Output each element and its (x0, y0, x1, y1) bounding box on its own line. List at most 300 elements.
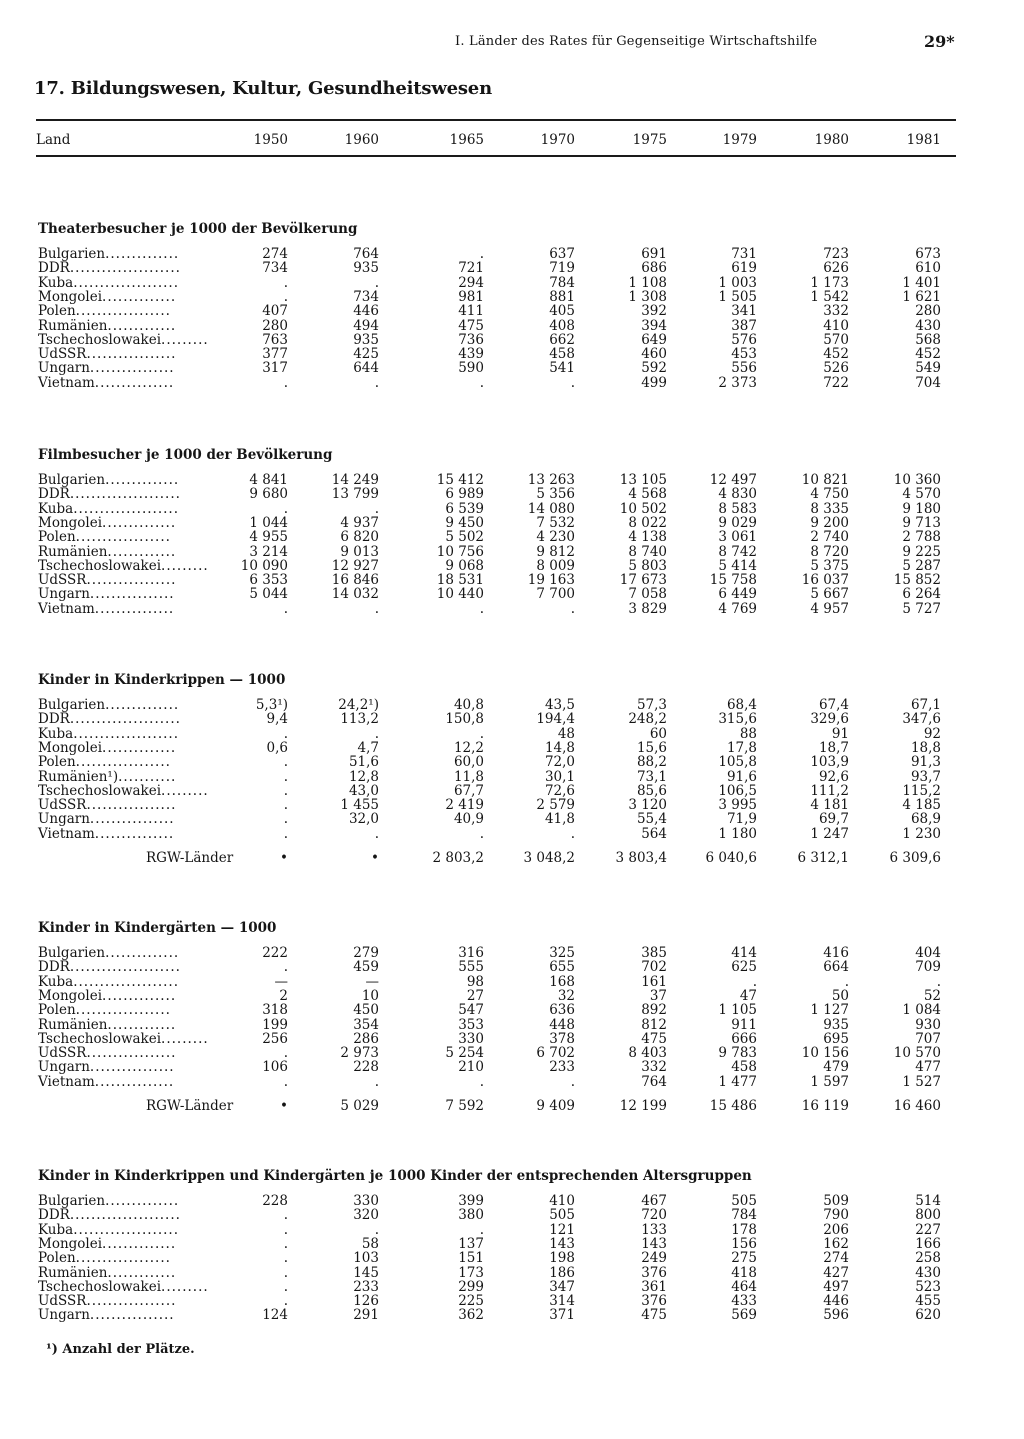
table-cell: 329,6 (810, 711, 849, 728)
table-cell: 446 (353, 303, 379, 320)
table-cell: 9 713 (902, 514, 941, 531)
table-row (36, 290, 956, 304)
leader-dots: ................. (86, 797, 177, 814)
table-cell: 619 (731, 260, 757, 277)
table-cell: 458 (549, 346, 575, 363)
table-cell: 103 (353, 1250, 379, 1267)
country-name: UdSSR (38, 346, 87, 363)
row-label (38, 502, 179, 516)
table-cell: 0,6 (266, 739, 288, 756)
table-cell: 620 (915, 1307, 941, 1324)
table-cell: 425 (353, 346, 379, 363)
table-cell: 173 (458, 1264, 484, 1281)
leader-dots: ................ (89, 1059, 175, 1076)
country-name: UdSSR (38, 572, 87, 589)
table-cell: 40,8 (453, 697, 484, 713)
column-header-year: 1975 (632, 132, 667, 148)
table-cell: 410 (549, 1193, 575, 1209)
table-cell: 15 412 (436, 472, 484, 488)
table-cell: 227 (915, 1221, 941, 1238)
table-cell: 10 821 (801, 472, 849, 488)
leader-dots: ............... (94, 600, 175, 617)
table-cell: 16 846 (331, 572, 379, 589)
table-cell: 73,1 (636, 768, 667, 785)
table-cell: . (752, 973, 757, 990)
table-cell: 464 (731, 1278, 757, 1295)
table-cell: 12 497 (709, 472, 757, 488)
table-cell: 721 (458, 260, 484, 277)
row-label (38, 361, 175, 375)
table-cell: 4 138 (628, 529, 667, 546)
table-row (36, 376, 956, 390)
table-cell: 549 (915, 360, 941, 377)
table-row (36, 545, 956, 559)
table-cell: 8 740 (628, 543, 667, 560)
table-cell: 317 (262, 360, 288, 377)
table-cell: . (479, 1073, 484, 1090)
row-label (38, 946, 179, 960)
table-cell: 2 419 (445, 797, 484, 814)
table-cell: 477 (915, 1059, 941, 1076)
table-row (36, 798, 956, 812)
row-label (38, 1018, 176, 1032)
table-row (36, 1308, 956, 1322)
country-name: Ungarn (38, 811, 90, 828)
row-label (38, 516, 176, 530)
table-cell: 636 (549, 1002, 575, 1019)
table-cell: 318 (262, 1002, 288, 1019)
country-name: Vietnam (38, 600, 95, 617)
leader-dots: ................ (89, 360, 175, 377)
table-cell: 166 (915, 1235, 941, 1252)
leader-dots: .................... (73, 725, 180, 742)
table-cell: 416 (823, 945, 849, 961)
table-cell: 6 539 (445, 500, 484, 517)
table-cell: 48 (557, 725, 575, 742)
table-cell: 720 (641, 1207, 667, 1224)
table-cell: 16 119 (801, 1098, 849, 1114)
leader-dots: ......... (161, 557, 209, 574)
table-cell: . (479, 825, 484, 842)
table-cell: 156 (731, 1235, 757, 1252)
table-cell: 330 (353, 1193, 379, 1209)
row-label (38, 1060, 175, 1074)
row-label (38, 741, 176, 755)
table-row (36, 960, 956, 974)
table-cell: . (374, 1073, 379, 1090)
table-cell: 249 (641, 1250, 667, 1267)
table-cell: 547 (458, 1002, 484, 1019)
table-cell: 452 (915, 346, 941, 363)
row-label (38, 319, 176, 333)
row-label (38, 487, 181, 501)
row-label (38, 784, 209, 798)
table-cell: 2 803,2 (432, 850, 484, 866)
leader-dots: .................... (73, 973, 180, 990)
table-cell: 325 (549, 945, 575, 961)
table-cell: 106 (262, 1059, 288, 1076)
table-cell: 410 (823, 317, 849, 334)
row-label (38, 1237, 176, 1251)
table-cell: 9 029 (718, 514, 757, 531)
table-cell: 13 799 (331, 486, 379, 503)
table-cell: 106,5 (718, 782, 757, 799)
table-cell: 71,9 (726, 811, 757, 828)
row-label (38, 1208, 181, 1222)
table-cell: 1 621 (902, 288, 941, 305)
table-cell: 570 (823, 331, 849, 348)
table-row (36, 304, 956, 318)
row-label (38, 712, 181, 726)
table-row (36, 487, 956, 501)
table-row (36, 827, 956, 841)
row-label (38, 798, 176, 812)
row-label (38, 1075, 174, 1089)
leader-dots: ........... (118, 768, 177, 785)
table-cell: 1 247 (810, 825, 849, 842)
table-cell: 27 (466, 987, 484, 1004)
table-cell: 784 (731, 1207, 757, 1224)
table-cell: 18,7 (818, 739, 849, 756)
leader-dots: ................. (86, 346, 177, 363)
table-cell: 2 (279, 987, 288, 1004)
table-cell: 279 (353, 945, 379, 961)
row-label (38, 1223, 179, 1237)
row-label (38, 1266, 176, 1280)
leader-dots: .................. (75, 1002, 171, 1019)
table-cell: 592 (641, 360, 667, 377)
table-cell: . (283, 1045, 288, 1062)
table-cell: 1 003 (718, 274, 757, 291)
table-cell: — (274, 973, 288, 990)
table-cell: 2 973 (340, 1045, 379, 1062)
table-cell: 7 592 (445, 1098, 484, 1114)
table-cell: 686 (641, 260, 667, 277)
country-name: DDR (38, 486, 70, 503)
table-cell: 499 (641, 374, 667, 391)
leader-dots: ................. (86, 1045, 177, 1062)
table-cell: 719 (549, 260, 575, 277)
leader-dots: .............. (105, 1193, 180, 1209)
table-cell: 433 (731, 1293, 757, 1310)
table-cell: 411 (458, 303, 484, 320)
table-cell: 4 185 (902, 797, 941, 814)
table-cell: 51,6 (348, 754, 379, 771)
table-cell: 4 957 (810, 600, 849, 617)
table-cell: 408 (549, 317, 575, 334)
table-cell: 194,4 (536, 711, 575, 728)
table-cell: 4 181 (810, 797, 849, 814)
row-label (38, 1194, 179, 1208)
leader-dots: .............. (102, 987, 177, 1004)
table-cell: 69,7 (818, 811, 849, 828)
table-row (36, 361, 956, 375)
table-cell: 494 (353, 317, 379, 334)
table-cell: 9 225 (902, 543, 941, 560)
table-cell: 332 (823, 303, 849, 320)
table-cell: 505 (731, 1193, 757, 1209)
table-cell: 9 068 (445, 557, 484, 574)
country-name: Mongolei (38, 288, 103, 305)
table-cell: 405 (549, 303, 575, 320)
table-cell: 60 (649, 725, 667, 742)
table-cell: 10 756 (436, 543, 484, 560)
table-cell: 40,9 (453, 811, 484, 828)
table-row (36, 1280, 956, 1294)
table-cell: 222 (262, 945, 288, 961)
table-cell: . (283, 1235, 288, 1252)
table-cell: 541 (549, 360, 575, 377)
row-label (38, 727, 179, 741)
table-cell: 91,6 (726, 768, 757, 785)
table-cell: 722 (823, 374, 849, 391)
table-cell: 24,2¹) (338, 697, 379, 713)
country-name: Ungarn (38, 586, 90, 603)
column-header-year: 1950 (253, 132, 288, 148)
leader-dots: ................. (86, 1293, 177, 1310)
table-cell: 764 (641, 1073, 667, 1090)
row-label (38, 276, 179, 290)
table-cell: 362 (458, 1307, 484, 1324)
row-label (38, 698, 179, 712)
table-cell: . (283, 825, 288, 842)
table-cell: 3 048,2 (523, 850, 575, 866)
table-cell: 12 927 (331, 557, 379, 574)
table-cell: 113,2 (340, 711, 379, 728)
table-cell: 354 (353, 1016, 379, 1033)
table-row (36, 946, 956, 960)
table-cell: . (479, 1221, 484, 1238)
table-cell: 137 (458, 1235, 484, 1252)
column-header-land: Land (36, 132, 71, 148)
row-label (38, 333, 209, 347)
table-cell: 52 (923, 987, 941, 1004)
table-cell: 85,6 (636, 782, 667, 799)
table-cell: 387 (731, 317, 757, 334)
country-name: Tschechoslowakei (38, 1278, 162, 1295)
table-cell: . (479, 374, 484, 391)
table-cell: 673 (915, 246, 941, 262)
leader-dots: ..................... (69, 486, 181, 503)
row-label (38, 530, 171, 544)
table-cell: 6 702 (536, 1045, 575, 1062)
country-name: UdSSR (38, 1045, 87, 1062)
table-cell: 371 (549, 1307, 575, 1324)
table-cell: 523 (915, 1278, 941, 1295)
table-cell: 1 542 (810, 288, 849, 305)
table-cell: 3 995 (718, 797, 757, 814)
table-cell: 9 812 (536, 543, 575, 560)
country-name: Tschechoslowakei (38, 1030, 162, 1047)
table-cell: 93,7 (910, 768, 941, 785)
row-label (38, 1308, 175, 1322)
table-cell: 1 044 (249, 514, 288, 531)
row-label (38, 1046, 176, 1060)
table-cell: 294 (458, 274, 484, 291)
table-cell: 736 (458, 331, 484, 348)
table-cell: . (374, 500, 379, 517)
table-row (36, 1003, 956, 1017)
table-cell: 7 058 (628, 586, 667, 603)
table-cell: 709 (915, 959, 941, 976)
table-cell: 4 568 (628, 486, 667, 503)
table-row (36, 261, 956, 275)
table-cell: . (283, 1073, 288, 1090)
table-row (36, 1208, 956, 1222)
table-cell: 2 788 (902, 529, 941, 546)
table-cell: 15 758 (709, 572, 757, 589)
table-cell: 186 (549, 1264, 575, 1281)
table-cell: 5 727 (902, 600, 941, 617)
table-cell: 1 455 (340, 797, 379, 814)
column-header-year: 1960 (344, 132, 379, 148)
table-cell: 812 (641, 1016, 667, 1033)
country-name: Kuba (38, 973, 74, 990)
country-name: Mongolei (38, 1235, 103, 1252)
table-cell: 47 (739, 987, 757, 1004)
row-label (38, 545, 176, 559)
table-cell: 347,6 (902, 711, 941, 728)
section-title: Kinder in Kinderkrippen und Kindergärten je 1000 Kinder der entsprechenden Altersgruppen (38, 1168, 752, 1184)
country-name: Mongolei (38, 739, 103, 756)
table-cell: 121 (549, 1221, 575, 1238)
table-cell: 6 353 (249, 572, 288, 589)
table-cell: 341 (731, 303, 757, 320)
table-cell: 320 (353, 1207, 379, 1224)
table-cell: 91 (831, 725, 849, 742)
table-cell: 43,0 (348, 782, 379, 799)
table-cell: 178 (731, 1221, 757, 1238)
table-cell: . (283, 1278, 288, 1295)
table-cell: 407 (262, 303, 288, 320)
table-cell: 935 (353, 260, 379, 277)
table-cell: 8 742 (718, 543, 757, 560)
table-cell: 5 356 (536, 486, 575, 503)
table-cell: 60,0 (453, 754, 484, 771)
table-cell: 376 (641, 1293, 667, 1310)
table-cell: 1 505 (718, 288, 757, 305)
table-cell: 41,8 (544, 811, 575, 828)
table-cell: 1 105 (718, 1002, 757, 1019)
country-name: Mongolei (38, 514, 103, 531)
table-cell: 4 750 (810, 486, 849, 503)
country-name: Rumänien (38, 543, 108, 560)
table-cell: . (283, 754, 288, 771)
row-label (38, 261, 181, 275)
table-cell: 392 (641, 303, 667, 320)
table-cell: 30,1 (544, 768, 575, 785)
table-row (36, 727, 956, 741)
table-cell: 330 (458, 1030, 484, 1047)
table-cell: 115,2 (902, 782, 941, 799)
table-cell: 8 022 (628, 514, 667, 531)
table-row (36, 1251, 956, 1265)
table-cell: . (374, 825, 379, 842)
table-cell: 935 (823, 1016, 849, 1033)
country-name: Bulgarien (38, 472, 106, 488)
table-cell: 4,7 (357, 739, 379, 756)
table-cell: 4 230 (536, 529, 575, 546)
table-cell: 385 (641, 945, 667, 961)
table-cell: 452 (823, 346, 849, 363)
table-cell: . (283, 1293, 288, 1310)
table-cell: 10 502 (619, 500, 667, 517)
table-row (36, 1266, 956, 1280)
country-name: Polen (38, 529, 76, 546)
table-row (36, 559, 956, 573)
country-name: Rumänien (38, 317, 108, 334)
table-cell: 9 409 (536, 1098, 575, 1114)
table-total-row (36, 1099, 956, 1113)
country-name: Polen (38, 303, 76, 320)
leader-dots: .................... (73, 1221, 180, 1238)
table-cell: 12,2 (453, 739, 484, 756)
table-cell: 911 (731, 1016, 757, 1033)
table-cell: 67,1 (910, 697, 941, 713)
table-cell: 734 (353, 288, 379, 305)
table-row (36, 1046, 956, 1060)
table-cell: 1 597 (810, 1073, 849, 1090)
table-cell: 430 (915, 317, 941, 334)
row-label (38, 473, 179, 487)
table-row (36, 1194, 956, 1208)
table-cell: . (374, 1221, 379, 1238)
leader-dots: ................ (89, 1307, 175, 1324)
table-row (36, 516, 956, 530)
table-row (36, 741, 956, 755)
country-name: Vietnam (38, 1073, 95, 1090)
table-cell: 150,8 (445, 711, 484, 728)
running-head: I. Länder des Rates für Gegenseitige Wirtschaftshilfe (455, 34, 818, 49)
table-row (36, 333, 956, 347)
table-cell: 68,9 (910, 811, 941, 828)
table-cell: . (283, 725, 288, 742)
leader-dots: ......... (161, 331, 209, 348)
table-cell: 7 532 (536, 514, 575, 531)
table-row (36, 347, 956, 361)
table-cell: 18 531 (436, 572, 484, 589)
table-row (36, 247, 956, 261)
leader-dots: ..................... (69, 1207, 181, 1224)
table-cell: . (479, 246, 484, 262)
table-cell: 2 373 (718, 374, 757, 391)
table-cell: 380 (458, 1207, 484, 1224)
table-cell: . (283, 274, 288, 291)
table-cell: . (570, 374, 575, 391)
leader-dots: ............... (94, 825, 175, 842)
table-cell: 14 032 (331, 586, 379, 603)
country-name: Rumänien¹) (38, 768, 119, 785)
table-cell: . (479, 725, 484, 742)
table-cell: 10 570 (893, 1045, 941, 1062)
country-name: RGW-Länder (146, 850, 234, 866)
table-cell: . (283, 1207, 288, 1224)
leader-dots: ......... (161, 782, 209, 799)
table-cell: 644 (353, 360, 379, 377)
country-name: Rumänien (38, 1264, 108, 1281)
table-row (36, 587, 956, 601)
table-row (36, 698, 956, 712)
table-cell: 731 (731, 246, 757, 262)
table-cell: . (374, 725, 379, 742)
column-header-year: 1965 (449, 132, 484, 148)
table-cell: 564 (641, 825, 667, 842)
table-cell: 13 105 (619, 472, 667, 488)
table-cell: 162 (823, 1235, 849, 1252)
table-cell: 590 (458, 360, 484, 377)
table-cell: 199 (262, 1016, 288, 1033)
country-name: Vietnam (38, 374, 95, 391)
